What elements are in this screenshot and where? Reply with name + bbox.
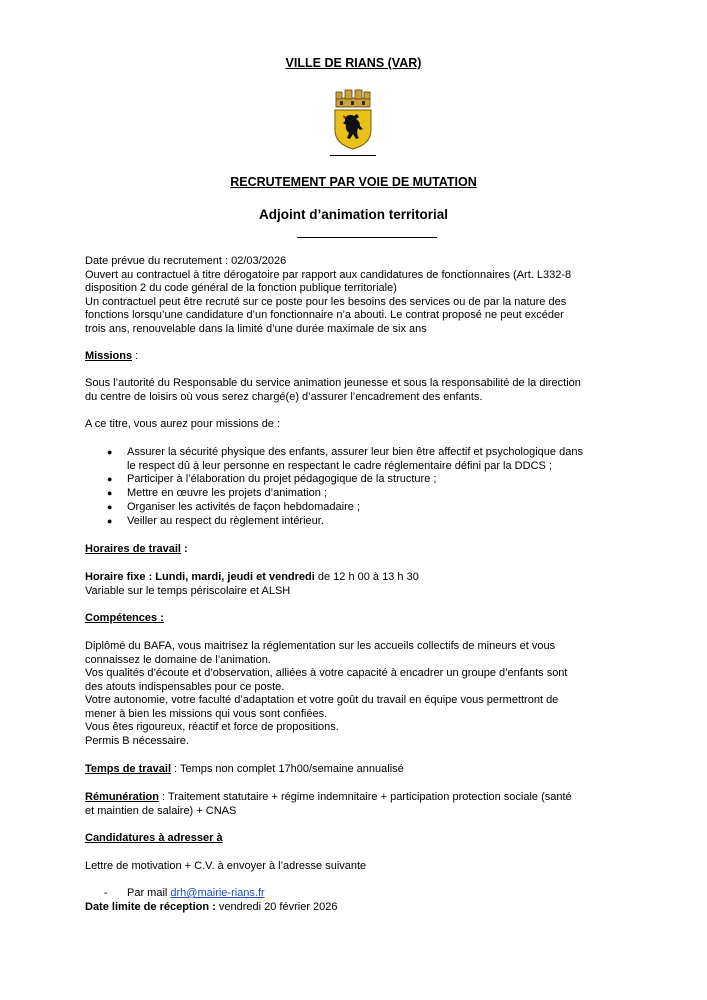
intro-line: fonctions lorsqu’une candidature d’un fonctionnaire n’a abouti. Le contrat proposé ne peut excéder — [85, 309, 564, 321]
mission-item: Assurer la sécurité physique des enfants, assurer leur bien être affectif et psychologique dans — [127, 446, 583, 458]
competence-line: des atouts indispensables pour ce poste. — [85, 680, 285, 693]
missions-heading-label: Missions — [85, 350, 133, 362]
competence-line: Votre autonomie, votre faculté d’adaptation et votre goût du travail en équipe vous permettront de — [85, 694, 559, 706]
temps-de-travail — [85, 763, 404, 777]
coat-of-arms-icon — [330, 88, 376, 150]
mission-item: Mettre en œuvre les projets d’animation ; — [127, 487, 327, 499]
intro-line: trois ans, renouvelable dans la limité d’une durée maximale de six ans — [85, 322, 427, 335]
competence-line: mener à bien les missions qui vous sont confiées. — [85, 707, 328, 720]
remuneration-heading: Rémunération — [85, 791, 159, 803]
temps-value: : Temps non complet 17h00/semaine annualisé — [171, 763, 404, 775]
temps-heading: Temps de travail — [85, 763, 171, 775]
missions-text: du centre de loisirs où vous serez chargé(e) d’assurer l’encadrement des enfants. — [85, 390, 483, 403]
horaire-fixe-label: Horaire fixe : Lundi, mardi, jeudi et vendredi — [85, 571, 315, 583]
intro-line: disposition 2 du code général de la fonction publique territoriale) — [85, 282, 397, 294]
bullet-icon: ● — [107, 488, 113, 498]
competence-line: Vos qualités d’écoute et d’observation, alliées à votre capacité à encadrer un groupe d’enfants sont — [85, 667, 568, 679]
intro-line: Ouvert au contractuel à titre dérogatoire par rapport aux candidatures de fonctionnaires (Art. L332-8 — [85, 268, 572, 281]
horaire-variable: Variable sur le temps périscolaire et ALSH — [85, 584, 291, 597]
missions-colon: : — [132, 350, 139, 362]
mission-item: le respect dû à leur personne en respectant le cadre réglementaire défini par la DDCS ; — [127, 459, 552, 472]
job-title-rule — [297, 237, 437, 238]
bullet-icon: ● — [107, 474, 113, 484]
bullet-icon: ● — [107, 516, 113, 526]
remuneration — [85, 791, 572, 805]
intro-line: Date prévue du recrutement : 02/03/2026 — [85, 255, 287, 267]
candidatures-lead: Lettre de motivation + C.V. à envoyer à l’adresse suivante — [85, 860, 367, 872]
mission-item: Participer à l’élaboration du projet pédagogique de la structure ; — [127, 473, 437, 485]
mission-item: Veiller au respect du règlement intérieur. — [127, 515, 324, 527]
horaires-heading-label: Horaires de travail — [85, 543, 181, 555]
remuneration-line2: et maintien de salaire) + CNAS — [85, 804, 237, 817]
intro-line: Un contractuel peut être recruté sur ce poste pour les besoins des services ou de par la nature des — [85, 295, 567, 308]
deadline-label: Date limite de réception : — [85, 901, 216, 913]
mission-item: Organiser les activités de façon hebdomadaire ; — [127, 501, 360, 513]
horaires-heading — [85, 543, 188, 557]
competence-line: Vous êtes rigoureux, réactif et force de propositions. — [85, 721, 339, 733]
competence-line: Permis B nécessaire. — [85, 734, 189, 747]
mail-line — [127, 887, 265, 901]
dash-bullet: - — [104, 887, 108, 899]
missions-text: Sous l’autorité du Responsable du service animation jeunesse et sous la responsabilité de la direction — [85, 377, 581, 389]
mail-label: Par mail — [127, 887, 171, 899]
bullet-icon: ● — [107, 502, 113, 512]
deadline-value: vendredi 20 février 2026 — [215, 901, 338, 913]
competences-heading: Compétences : — [85, 612, 164, 624]
candidatures-heading: Candidatures à adresser à — [85, 832, 223, 844]
city-title: VILLE DE RIANS (VAR) — [285, 56, 422, 70]
competence-line: Diplômé du BAFA, vous maitrisez la réglementation sur les accueils collectifs de mineurs et vous — [85, 640, 556, 652]
recruitment-heading: RECRUTEMENT PAR VOIE DE MUTATION — [230, 175, 477, 189]
crest-underline — [330, 155, 376, 156]
remuneration-line1: : Traitement statutaire + régime indemnitaire + participation protection sociale (santé — [158, 791, 572, 803]
horaires-colon: : — [181, 543, 188, 555]
deadline — [85, 901, 338, 915]
email-link[interactable]: drh@mairie-rians.fr — [170, 887, 265, 899]
horaire-fixe-value: de 12 h 00 à 13 h 30 — [314, 571, 419, 583]
missions-lead: A ce titre, vous aurez pour missions de : — [85, 418, 281, 430]
competence-line: connaissez le domaine de l’animation. — [85, 653, 271, 666]
bullet-icon: ● — [107, 447, 113, 457]
horaire-fixe — [85, 571, 419, 585]
job-title: Adjoint d’animation territorial — [258, 207, 448, 222]
missions-heading — [85, 350, 138, 364]
